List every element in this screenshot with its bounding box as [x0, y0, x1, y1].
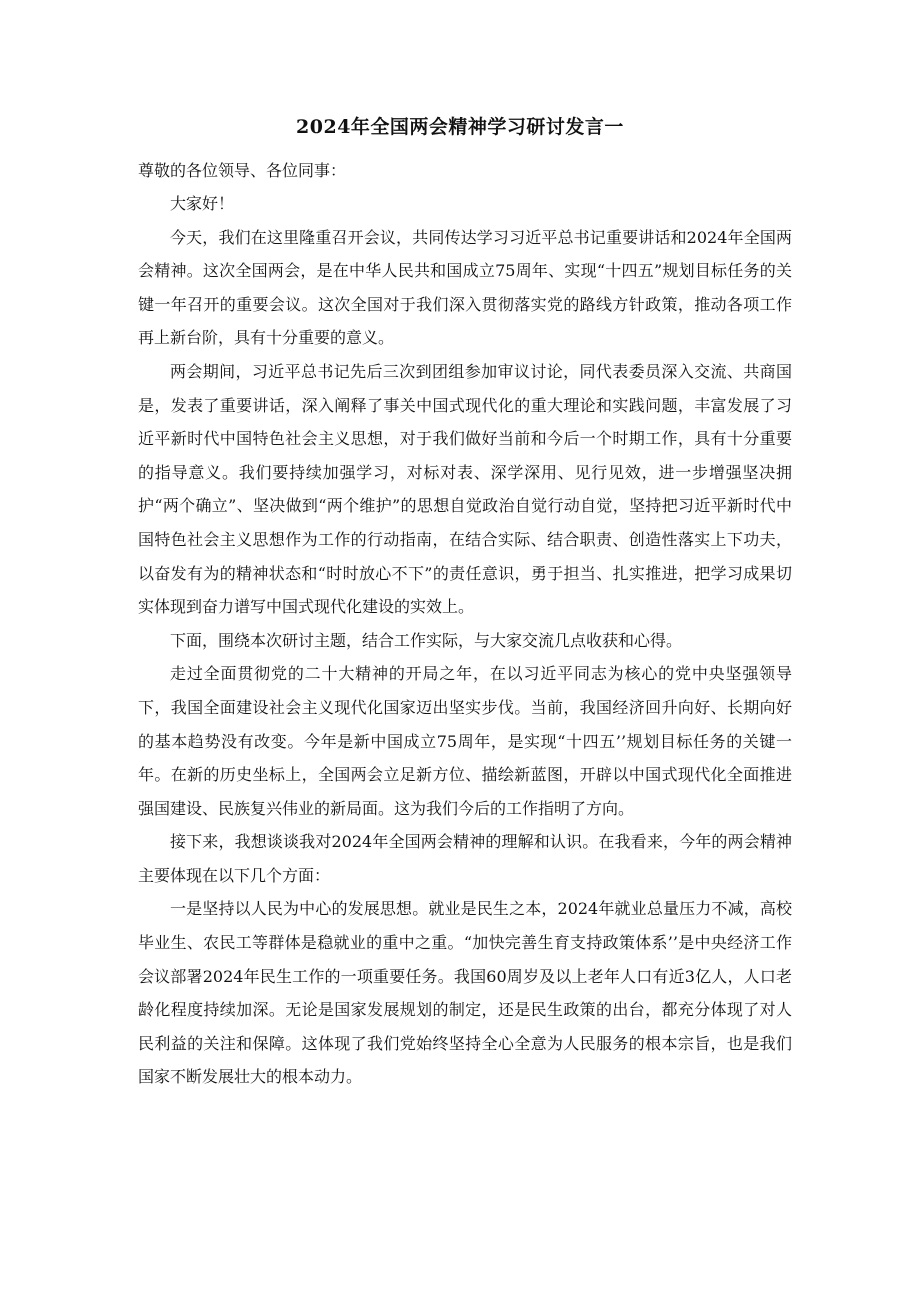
paragraph-point-one: 一是坚持以人民为中心的发展思想。就业是民生之本，2024年就业总量压力不减，高校毕业生、农民工等群体是稳就业的重中之重。“加快完善生育支持政策体系’’是中央经济工作会议部署2024年民生工作的一项重要任务。我国60周岁及以上老年人口有近3亿人，人口老龄化程度持续加深。无论是国家发展规划的制定，还是民生政策的出台，都充分体现了对人民利益的关注和保障。这体现了我们党始终坚持全心全意为人民服务的根本宗旨，也是我们国家不断发展壮大的根本动力。	[138, 899, 792, 1087]
paragraph-context: 走过全面贯彻党的二十大精神的开局之年，在以习近平同志为核心的党中央坚强领导下，我国全面建设社会主义现代化国家迈出坚实步伐。当前，我国经济回升向好、长期向好的基本趋势没有改变。今年是新中国成立75周年，是实现“十四五’’规划目标任务的关键一年。在新的历史坐标上，全国两会立足新方位、描绘新蓝图，开辟以中国式现代化全面推进强国建设、民族复兴伟业的新局面。这为我们今后的工作指明了方向。	[138, 664, 792, 818]
paragraph-understanding: 接下来，我想谈谈我对2024年全国两会精神的理解和认识。在我看来，今年的两会精神主要体现在以下几个方面：	[138, 832, 792, 885]
paragraph-sessions: 两会期间，习近平总书记先后三次到团组参加审议讨论，同代表委员深入交流、共商国是，发表了重要讲话，深入阐释了事关中国式现代化的重大理论和实践问题，丰富发展了习近平新时代中国特色社会主义思想，对于我们做好当前和今后一个时期工作，具有十分重要的指导意义。我们要持续加强学习，对标对表、深学深用、见行见效，进一步增强坚决拥护“两个确立”、坚决做到“两个维护”的思想自觉政治自觉行动自觉，坚持把习近平新时代中国特色社会主义思想作为工作的行动指南，在结合实际、结合职责、创造性落实上下功夫，以奋发有为的精神状态和“时时放心不下”的责任意识，勇于担当、扎实推进，把学习成果切实体现到奋力谱写中国式现代化建设的实效上。	[138, 361, 792, 617]
document-title: 2024年全国两会精神学习研讨发言一	[296, 116, 624, 138]
paragraph-topic: 下面，围绕本次研讨主题，结合工作实际，与大家交流几点收获和心得。	[170, 630, 683, 650]
paragraph-greeting: 大家好！	[170, 194, 235, 213]
salutation: 尊敬的各位领导、各位同事：	[138, 161, 347, 180]
paragraph-opening: 今天，我们在这里隆重召开会议，共同传达学习习近平总书记重要讲话和2024年全国两会精神。这次全国两会，是在中华人民共和国成立75周年、实现“十四五”规划目标任务的关键一年召开的重要会议。这次全国对于我们深入贯彻落实党的路线方针政策，推动各项工作再上新台阶，具有十分重要的意义。	[138, 227, 792, 348]
